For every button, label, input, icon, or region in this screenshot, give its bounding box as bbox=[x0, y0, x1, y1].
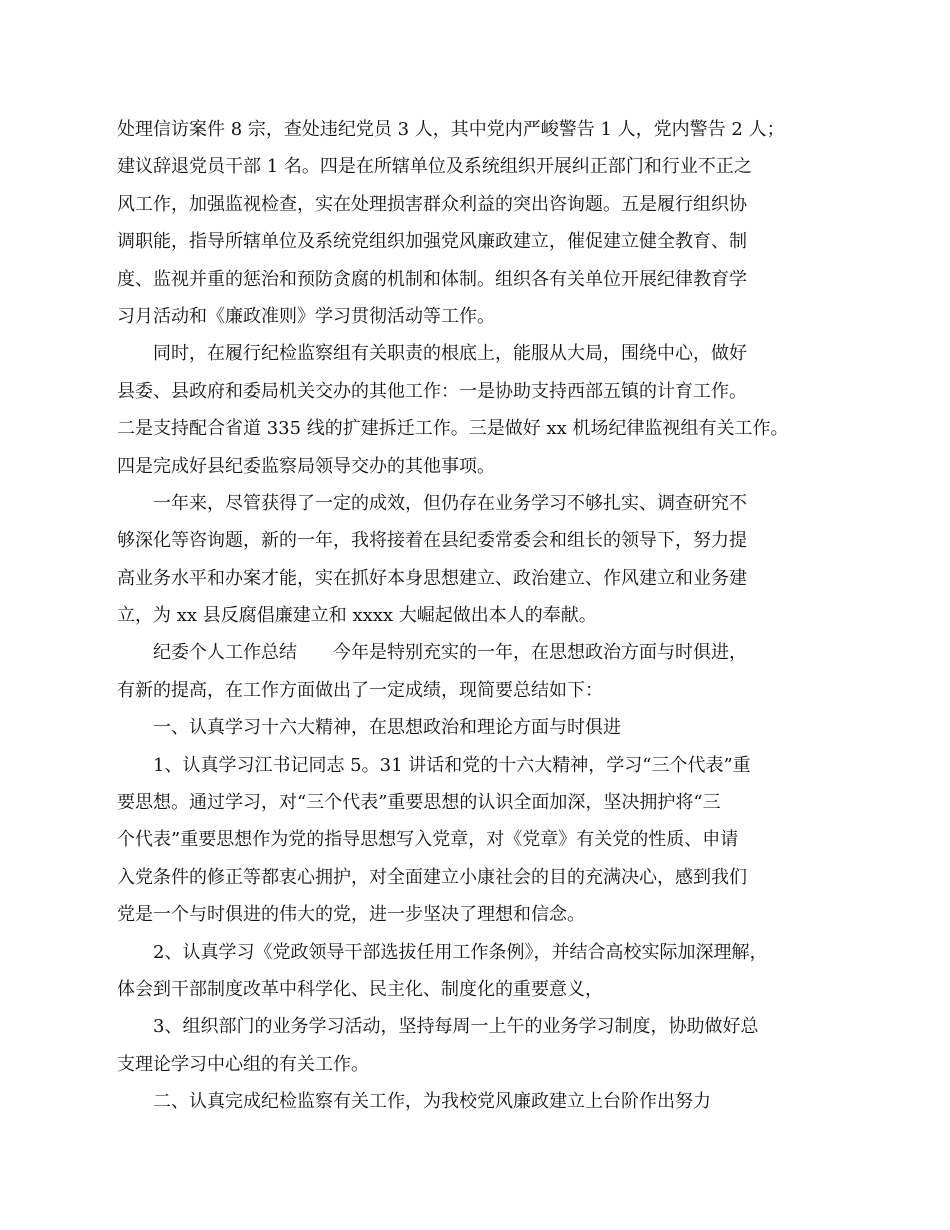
text-line: 同时，在履行纪检监察组有关职责的根底上，能服从大局，围绕中心，做好 bbox=[153, 343, 747, 365]
text-line: 县委、县政府和委局机关交办的其他工作：一是协助支持西部五镇的计育工作。 bbox=[117, 380, 747, 402]
text-line: 2、认真学习《党政领导干部选拔任用工作条例》，并结合高校实际加深理解， bbox=[153, 941, 768, 963]
text-line: 有新的提高，在工作方面做出了一定成绩，现简要总结如下： bbox=[117, 679, 603, 701]
text-line: 风工作，加强监视检查，实在处理损害群众利益的突出咨询题。五是履行组织协 bbox=[117, 193, 747, 215]
text-line: 个代表”重要思想作为党的指导思想写入党章，对《党章》有关党的性质、申请 bbox=[117, 829, 739, 851]
heading-line: 一、认真学习十六大精神，在思想政治和理论方面与时俱进 bbox=[153, 717, 621, 739]
section-intro: 今年是特别充实的一年，在思想政治方面与时俱进， bbox=[333, 642, 747, 664]
text-line: 立，为 xx 县反腐倡廉建立和 xxxx 大崛起做出本人的奉献。 bbox=[117, 605, 597, 627]
text-line: 3、组织部门的业务学习活动，坚持每周一上午的业务学习制度，协助做好总 bbox=[153, 1016, 759, 1038]
text-line: 够深化等咨询题，新的一年，我将接着在县纪委常委会和组长的领导下，努力提 bbox=[117, 530, 747, 552]
text-line: 处理信访案件 8 宗，查处违纪党员 3 人，其中党内严峻警告 1 人，党内警告 2 人； bbox=[117, 119, 785, 140]
heading-line: 二、认真完成纪检监察有关工作，为我校党风廉政建立上台阶作出努力 bbox=[153, 1091, 711, 1113]
text-line: 高业务水平和办案才能，实在抓好本身思想建立、政治建立、作风建立和业务建 bbox=[117, 567, 747, 589]
text-line: 1、认真学习江书记同志 5。31 讲话和党的十六大精神，学习“三个代表”重 bbox=[153, 754, 751, 776]
text-line: 四是完成好县纪委监察局领导交办的其他事项。 bbox=[117, 455, 495, 477]
text-line: 党是一个与时俱进的伟大的党，进一步坚决了理想和信念。 bbox=[117, 904, 585, 926]
text-line: 一年来，尽管获得了一定的成效，但仍存在业务学习不够扎实、调查研究不 bbox=[153, 492, 747, 514]
text-line: 建议辞退党员干部 1 名。四是在所辖单位及系统组织开展纠正部门和行业不正之 bbox=[117, 156, 752, 178]
text-line: 体会到干部制度改革中科学化、民主化、制度化的重要意义， bbox=[117, 978, 603, 1000]
text-line: 二是支持配合省道 335 线的扩建拆迁工作。三是做好 xx 机场纪律监视组有关工作。 bbox=[117, 418, 789, 440]
text-line: 要思想。通过学习，对“三个代表”重要思想的认识全面加深，坚决拥护将“三 bbox=[117, 792, 721, 814]
text-line: 度、监视并重的惩治和预防贪腐的机制和体制。组织各有关单位开展纪律教育学 bbox=[117, 268, 747, 290]
text-line: 习月活动和《廉政准则》学习贯彻活动等工作。 bbox=[117, 305, 495, 327]
text-line: 入党条件的修正等都衷心拥护，对全面建立小康社会的目的充满决心，感到我们 bbox=[117, 866, 747, 888]
text-line: 调职能，指导所辖单位及系统党组织加强党风廉政建立，催促建立健全教育、制 bbox=[117, 231, 747, 253]
section-title: 纪委个人工作总结 bbox=[153, 642, 297, 664]
body-text bbox=[117, 111, 817, 1121]
text-line: 支理论学习中心组的有关工作。 bbox=[117, 1053, 369, 1075]
text-line bbox=[117, 634, 817, 671]
